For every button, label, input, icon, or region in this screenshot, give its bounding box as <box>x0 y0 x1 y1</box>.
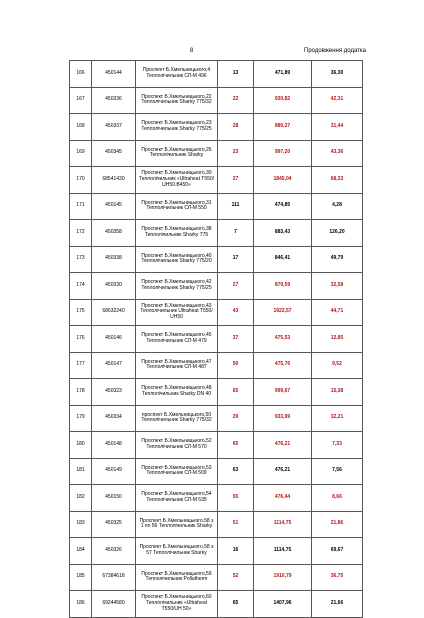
result-cell: 32,58 <box>312 273 363 300</box>
amount-cell: 476,21 <box>254 458 312 485</box>
result-cell: 4,28 <box>312 193 363 220</box>
quantity-cell: 65 <box>218 432 254 459</box>
amount-cell: 1114,75 <box>254 538 312 565</box>
table-row <box>70 564 363 591</box>
address-cell: Проспект Б.Хмельницького,45 Теплолічильник СЛ-М 479 <box>136 326 218 353</box>
quantity-cell: 28 <box>218 114 254 141</box>
meter-id-cell: 450149 <box>92 458 136 485</box>
meter-id-cell: 450323 <box>92 379 136 406</box>
row-number-cell: 175 <box>70 299 92 326</box>
address-cell: Проспект Б.Хмельницького,26 Теплолічильник Sharky <box>136 140 218 167</box>
amount-cell: 1922,57 <box>254 299 312 326</box>
quantity-cell: 52 <box>218 564 254 591</box>
table-row <box>70 273 363 300</box>
quantity-cell: 7 <box>218 220 254 247</box>
quantity-cell: 50 <box>218 352 254 379</box>
result-cell: 36,75 <box>312 564 363 591</box>
amount-cell: 475,76 <box>254 352 312 379</box>
quantity-cell: 29 <box>218 405 254 432</box>
table-row <box>70 87 363 114</box>
table-row <box>70 167 363 194</box>
address-cell: Проспект Б.Хмельницького,52 Теплолічильник СЛ-М 570 <box>136 432 218 459</box>
quantity-cell: 16 <box>218 538 254 565</box>
amount-cell: 1407,96 <box>254 591 312 618</box>
table-row <box>70 114 363 141</box>
result-cell: 49,79 <box>312 246 363 273</box>
meter-id-cell: 450336 <box>92 87 136 114</box>
address-cell: Проспект Б.Хмельницького,40 Теплолічильник Sharky 775/20 <box>136 246 218 273</box>
amount-cell: 474,85 <box>254 193 312 220</box>
amount-cell: 476,44 <box>254 485 312 512</box>
address-cell: Проспект Б.Хмельницького,4 Теплолічильник СЛ-М 496 <box>136 61 218 88</box>
row-number-cell: 177 <box>70 352 92 379</box>
result-cell: 7,56 <box>312 458 363 485</box>
address-cell: Проспект Б.Хмельницького,42 Теплолічильник Sharky 775/25 <box>136 273 218 300</box>
amount-cell: 1845,04 <box>254 167 312 194</box>
address-cell: Проспект Б.Хмельницького,43 Теплолічильник Ultraheat T550/ UH50 <box>136 299 218 326</box>
address-cell: Проспект Б.Хмельницького,22 Теплолічильник Sharky 775/32 <box>136 87 218 114</box>
table-row <box>70 538 363 565</box>
meter-id-cell: 450150 <box>92 485 136 512</box>
quantity-cell: 23 <box>218 140 254 167</box>
table-row <box>70 511 363 538</box>
result-cell: 69,67 <box>312 538 363 565</box>
row-number-cell: 176 <box>70 326 92 353</box>
result-cell: 44,71 <box>312 299 363 326</box>
address-cell: Проспект Б.Хмельницького,47 Теплолічильник СЛ-М 487 <box>136 352 218 379</box>
amount-cell: 880,27 <box>254 114 312 141</box>
amount-cell: 846,41 <box>254 246 312 273</box>
amount-cell: 475,53 <box>254 326 312 353</box>
address-cell: Проспект Б.Хмельницького,30 Теплолічильник «Ultraheat T550/ UH50.B450» <box>136 167 218 194</box>
quantity-cell: 13 <box>218 61 254 88</box>
quantity-cell: 111 <box>218 193 254 220</box>
table-row <box>70 299 363 326</box>
meter-id-cell: 450330 <box>92 273 136 300</box>
table-row <box>70 591 363 618</box>
row-number-cell: 179 <box>70 405 92 432</box>
address-cell: Проспект Б.Хмельницького,23 Теплолічильник Sharky 775/25 <box>136 114 218 141</box>
table-row <box>70 193 363 220</box>
amount-cell: 930,82 <box>254 87 312 114</box>
quantity-cell: 27 <box>218 273 254 300</box>
quantity-cell: 37 <box>218 326 254 353</box>
address-cell: Проспект Б.Хмельницького,58 з 57 Теплолічильник Sharky <box>136 538 218 565</box>
quantity-cell: 17 <box>218 246 254 273</box>
meter-id-cell: 450345 <box>92 140 136 167</box>
quantity-cell: 43 <box>218 299 254 326</box>
amount-cell: 1114,75 <box>254 511 312 538</box>
amount-cell: 997,20 <box>254 140 312 167</box>
amount-cell: 883,43 <box>254 220 312 247</box>
row-number-cell: 185 <box>70 564 92 591</box>
address-cell: Проспект Б.Хмельницького,59 Теплолічильник Pollutherm <box>136 564 218 591</box>
amount-cell: 999,67 <box>254 379 312 406</box>
quantity-cell: 55 <box>218 485 254 512</box>
address-cell: проспект Б.Хмельницького,50 Теплолічильник Sharky 775/32 <box>136 405 218 432</box>
row-number-cell: 173 <box>70 246 92 273</box>
row-number-cell: 182 <box>70 485 92 512</box>
meter-id-cell: 450326 <box>92 538 136 565</box>
table-row <box>70 61 363 88</box>
result-cell: 7,33 <box>312 432 363 459</box>
row-number-cell: 168 <box>70 114 92 141</box>
page-number: 8 <box>190 48 194 54</box>
meter-id-cell: 69244580 <box>92 591 136 618</box>
result-cell: 15,38 <box>312 379 363 406</box>
result-cell: 12,85 <box>312 326 363 353</box>
row-number-cell: 180 <box>70 432 92 459</box>
quantity-cell: 22 <box>218 87 254 114</box>
quantity-cell: 63 <box>218 458 254 485</box>
table-row <box>70 140 363 167</box>
result-cell: 42,31 <box>312 87 363 114</box>
amount-cell: 471,89 <box>254 61 312 88</box>
quantity-cell: 51 <box>218 511 254 538</box>
quantity-cell: 65 <box>218 591 254 618</box>
amount-cell: 1910,79 <box>254 564 312 591</box>
meter-id-cell: 450148 <box>92 432 136 459</box>
meter-id-cell: 450146 <box>92 326 136 353</box>
row-number-cell: 181 <box>70 458 92 485</box>
meter-id-cell: 450145 <box>92 193 136 220</box>
meter-id-cell: 450337 <box>92 114 136 141</box>
table-row <box>70 246 363 273</box>
meter-id-cell: 450144 <box>92 61 136 88</box>
row-number-cell: 172 <box>70 220 92 247</box>
meter-id-cell: 68541430 <box>92 167 136 194</box>
row-number-cell: 167 <box>70 87 92 114</box>
table-body <box>70 61 363 618</box>
meter-table <box>69 60 363 618</box>
meter-id-cell: 450147 <box>92 352 136 379</box>
table-row <box>70 485 363 512</box>
result-cell: 8,66 <box>312 485 363 512</box>
table-row <box>70 352 363 379</box>
address-cell: Проспект Б.Хмельницького,38 Теплолічильник Sharky 775 <box>136 220 218 247</box>
result-cell: 9,52 <box>312 352 363 379</box>
row-number-cell: 174 <box>70 273 92 300</box>
address-cell: Проспект Б.Хмельницького,54 Теплолічильник СЛ-М 535 <box>136 485 218 512</box>
row-number-cell: 169 <box>70 140 92 167</box>
row-number-cell: 170 <box>70 167 92 194</box>
result-cell: 21,66 <box>312 591 363 618</box>
result-cell: 21,86 <box>312 511 363 538</box>
result-cell: 43,36 <box>312 140 363 167</box>
quantity-cell: 27 <box>218 167 254 194</box>
meter-id-cell: 67384618 <box>92 564 136 591</box>
table-row <box>70 220 363 247</box>
continuation-label: Продовження додатка <box>304 48 366 54</box>
table-row <box>70 326 363 353</box>
result-cell: 32,21 <box>312 405 363 432</box>
address-cell: Проспект Б.Хмельницького,53 Теплолічильник СЛ-М 509 <box>136 458 218 485</box>
table-row <box>70 432 363 459</box>
meter-id-cell: 68632240 <box>92 299 136 326</box>
row-number-cell: 166 <box>70 61 92 88</box>
address-cell: Проспект Б.Хмельницького,31 Теплолічильник СЛ-М 550 <box>136 193 218 220</box>
amount-cell: 476,21 <box>254 432 312 459</box>
table-row <box>70 458 363 485</box>
meter-id-cell: 450358 <box>92 220 136 247</box>
amount-cell: 933,99 <box>254 405 312 432</box>
address-cell: Проспект Б.Хмельницького,60 Теплолічильник «Ultraheat T550/UH 50» <box>136 591 218 618</box>
meter-id-cell: 450338 <box>92 246 136 273</box>
result-cell: 68,33 <box>312 167 363 194</box>
meter-id-cell: 450334 <box>92 405 136 432</box>
table-row <box>70 405 363 432</box>
address-cell: Проспект Б.Хмельницького,58 з 1 по 56 Теплолічильник Sharky <box>136 511 218 538</box>
result-cell: 31,44 <box>312 114 363 141</box>
result-cell: 126,20 <box>312 220 363 247</box>
table-row <box>70 379 363 406</box>
row-number-cell: 171 <box>70 193 92 220</box>
result-cell: 36,30 <box>312 61 363 88</box>
amount-cell: 879,59 <box>254 273 312 300</box>
row-number-cell: 178 <box>70 379 92 406</box>
meter-id-cell: 450325 <box>92 511 136 538</box>
quantity-cell: 65 <box>218 379 254 406</box>
row-number-cell: 183 <box>70 511 92 538</box>
row-number-cell: 186 <box>70 591 92 618</box>
row-number-cell: 184 <box>70 538 92 565</box>
address-cell: Проспект Б.Хмельницького,48 Теплолічильник Sharky DN 40 <box>136 379 218 406</box>
